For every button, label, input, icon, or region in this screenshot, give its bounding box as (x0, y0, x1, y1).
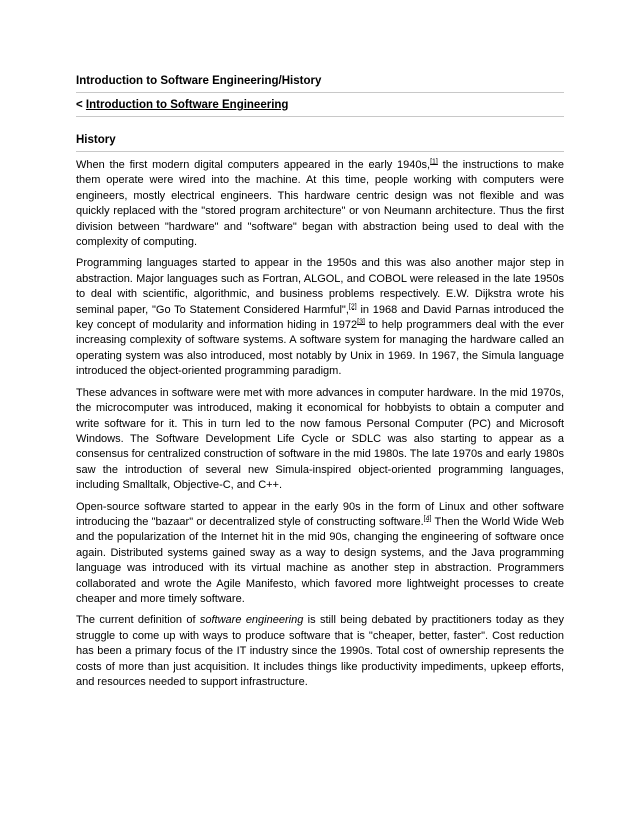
section-heading: History (76, 133, 564, 152)
paragraph-5-text-a: The current definition of (76, 614, 200, 627)
paragraph-5 (76, 613, 564, 690)
paragraph-2 (76, 256, 564, 379)
paragraph-5-text-b: is still being debated by practitioners today as they struggle to come up with ways to produce software that is "cheaper, better, faster". Cost reduction has been a primary focus of the IT industry since the 1990s. Total cost of ownership represents the costs of more than just acquisition. It includes things like productivity impediments, upkeep efforts, and resources needed to support infrastructure. (76, 614, 564, 688)
paragraph-5-emphasis: software engineering (199, 614, 304, 627)
breadcrumb (76, 98, 564, 117)
citation-link-1[interactable]: [1] (430, 158, 438, 166)
paragraph-4-text-a: Open-source software started to appear in the early 90s in the form of Linux and other software introducing the "bazaar" or decentralized style of constructing software. (76, 500, 564, 528)
paragraph-1-text-b: the instructions to make them operate were wired into the machine. At this time, people working with computers were engineers, mostly electrical engineers. This hardware centric design was not flexible and was quickly replaced with the "stored program architecture" or von Neumann architecture. Thus the first division between "hardware" and "software" began with abstraction being used to deal with the complexity of computing. (76, 159, 564, 249)
page-title: Introduction to Software Engineering/History (76, 74, 564, 93)
citation-link-3[interactable]: [3] (357, 318, 365, 326)
paragraph-3: These advances in software were met with more advances in computer hardware. In the mid 1970s, the microcomputer was introduced, making it economical for hobbyists to obtain a computer and write software for it. This in turn led to the now famous Personal Computer (PC) and Microsoft Windows. The Software Development Life Cycle or SDLC was also starting to appear as a consensus for centralized construction of software in the mid 1980s. The late 1970s and early 1980s saw the introduction of several new Simula-inspired object-oriented programming languages, including Smalltalk, Objective-C, and C++. (76, 386, 564, 492)
paragraph-4 (76, 500, 564, 608)
paragraph-2-text-c: to help programmers deal with the ever increasing complexity of software systems. A software system for managing the hardware called an operating system was also introduced, most notably by Unix in 1969. In 1967, the Simula language introduced the object-oriented programming paradigm. (76, 319, 564, 378)
back-link[interactable]: Introduction to Software Engineering (85, 99, 289, 111)
citation-link-4[interactable]: [4] (423, 515, 432, 523)
paragraph-1-text-a: When the first modern digital computers appeared in the early 1940s, (76, 159, 431, 171)
paragraph-4-text-b: Then the World Wide Web and the popularization of the Internet hit in the mid 90s, changing the engineering of software once again. Distributed systems gained sway as a way to design systems, and the Java programming language was introduced with its virtual machine as another step in abstraction. Programmers collaborated and wrote the Agile Manifesto, which favored more lightweight processes to create cheaper and more timely software. (76, 515, 565, 605)
back-prefix: < (76, 99, 86, 111)
paragraph-2-text-a: Programming languages started to appear in the 1950s and this was also another major step in abstraction. Major languages such as Fortran, ALGOL, and COBOL were released in the late 1950s to deal with scientific, algorithmic, and business problems respectively. E.W. Dijkstra wrote his seminal paper, "Go To Statement Considered Harmful", (76, 257, 564, 316)
paragraph-2-text-b: in 1968 and David Parnas introduced the key concept of modularity and information hiding in 1972 (76, 303, 564, 332)
citation-link-2[interactable]: [2] (348, 303, 357, 310)
paragraph-1 (76, 158, 564, 250)
document-content (76, 74, 564, 696)
